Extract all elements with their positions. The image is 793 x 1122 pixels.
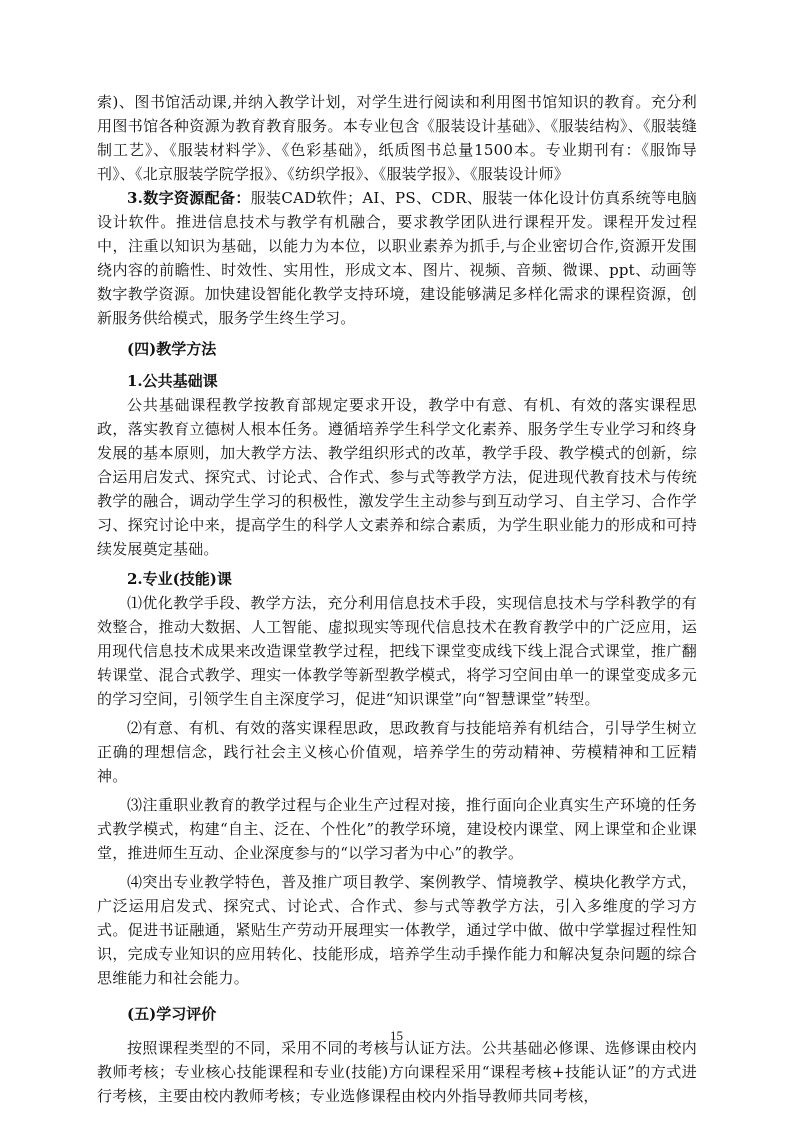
- professional-item-3: ⑶注重职业教育的教学过程与企业生产过程对接，推行面向企业真实生产环境的任务式教学模式，构建“自主、泛在、个性化”的教学环境，建设校内课堂、网上课堂和企业课堂，推进师生互动、企业深度参与的“以学习者为中心”的教学。: [97, 796, 697, 862]
- public-course-heading: 1.公共基础课: [127, 372, 218, 390]
- assessment-paragraph: 按照课程类型的不同，采用不同的考核与认证方法。公共基础必修课、选修课由校内教师考核；专业核心技能课程和专业(技能)方向课程采用“课程考核+技能认证”的方式进行考核，主要由校内教师考核；专业选修课程由校内外指导教师共同考核，: [97, 1039, 697, 1105]
- professional-item-2: ⑵有意、有机、有效的落实课程思政，思政教育与技能培养有机结合，引导学生树立正确的理想信念，践行社会主义核心价值观，培养学生的劳动精神、劳模精神和工匠精神。: [97, 719, 697, 785]
- section-5-heading: (五)学习评价: [127, 1005, 217, 1023]
- digital-resources-text: 服装CAD软件；AI、PS、CDR、服装一体化设计仿真系统等电脑设计软件。推进信息技术与教学有机融合，要求教学团队进行课程开发。课程开发过程中，注重以知识为基础，以能力为本位，以职业素养为抓手,与企业密切合作,资源开发围绕内容的前瞻性、时效性、实用性，形成文本、图片、视频、音频、微课、ppt、动画等数字教学资源。加快建设智能化教学支持环境，建设能够满足多样化需求的课程资源，创新服务供给模式，服务学生终生学习。: [97, 189, 697, 327]
- page-number: 15: [390, 1028, 403, 1043]
- public-course-paragraph: 公共基础课程教学按教育部规定要求开设，教学中有意、有机、有效的落实课程思政，落实教育立德树人根本任务。遵循培养学生科学文化素养、服务学生专业学习和终身发展的基本原则，加大教学方法、教学组织形式的改革，教学手段、教学模式的创新，综合运用启发式、探究式、讨论式、合作式、参与式等教学方法，促进现代教育技术与传统教学的融合，调动学生学习的积极性，激发学生主动参与到互动学习、自主学习、合作学习、探究讨论中来，提高学生的科学人文素养和综合素质，为学生职业能力的形成和可持续发展奠定基础。: [97, 396, 697, 558]
- library-resources-paragraph: 索)、图书馆活动课,并纳入教学计划，对学生进行阅读和利用图书馆知识的教育。充分利用图书馆各种资源为教育教育服务。本专业包含《服装设计基础》、《服装结构》、《服装缝制工艺》、《服装材料学》、《色彩基础》，纸质图书总量1500本。专业期刊有：《服饰导刊》、《北京服装学院学报》、《纺织学报》、《服装学报》、《服装设计师》: [97, 93, 697, 183]
- page-body: [97, 90, 697, 1108]
- digital-resources-label: 3.数字资源配备：: [127, 189, 251, 207]
- section-4-heading: (四)教学方法: [127, 340, 217, 358]
- digital-resources-paragraph: [97, 186, 697, 330]
- professional-item-1: ⑴优化教学手段、教学方法，充分利用信息技术手段，实现信息技术与学科教学的有效整合，推动大数据、人工智能、虚拟现实等现代信息技术在教育教学中的广泛应用，运用现代信息技术成果来改造课堂教学过程，把线下课堂变成线下线上混合式课堂，推广翻转课堂、混合式教学、理实一体教学等新型教学模式，将学习空间由单一的课堂变成多元的学习空间，引领学生自主深度学习，促进“知识课堂”向“智慧课堂”转型。: [97, 594, 697, 708]
- professional-item-4: ⑷突出专业教学特色，普及推广项目教学、案例教学、情境教学、模块化教学方式，广泛运用启发式、探究式、讨论式、合作式、参与式等教学方法，引入多维度的学习方式。促进书证融通，紧贴生产劳动开展理实一体教学，通过学中做、做中学掌握过程性知识，完成专业知识的应用转化、技能形成，培养学生动手操作能力和解决复杂问题的综合思维能力和社会能力。: [97, 873, 697, 987]
- professional-course-heading: 2.专业(技能)课: [127, 570, 232, 588]
